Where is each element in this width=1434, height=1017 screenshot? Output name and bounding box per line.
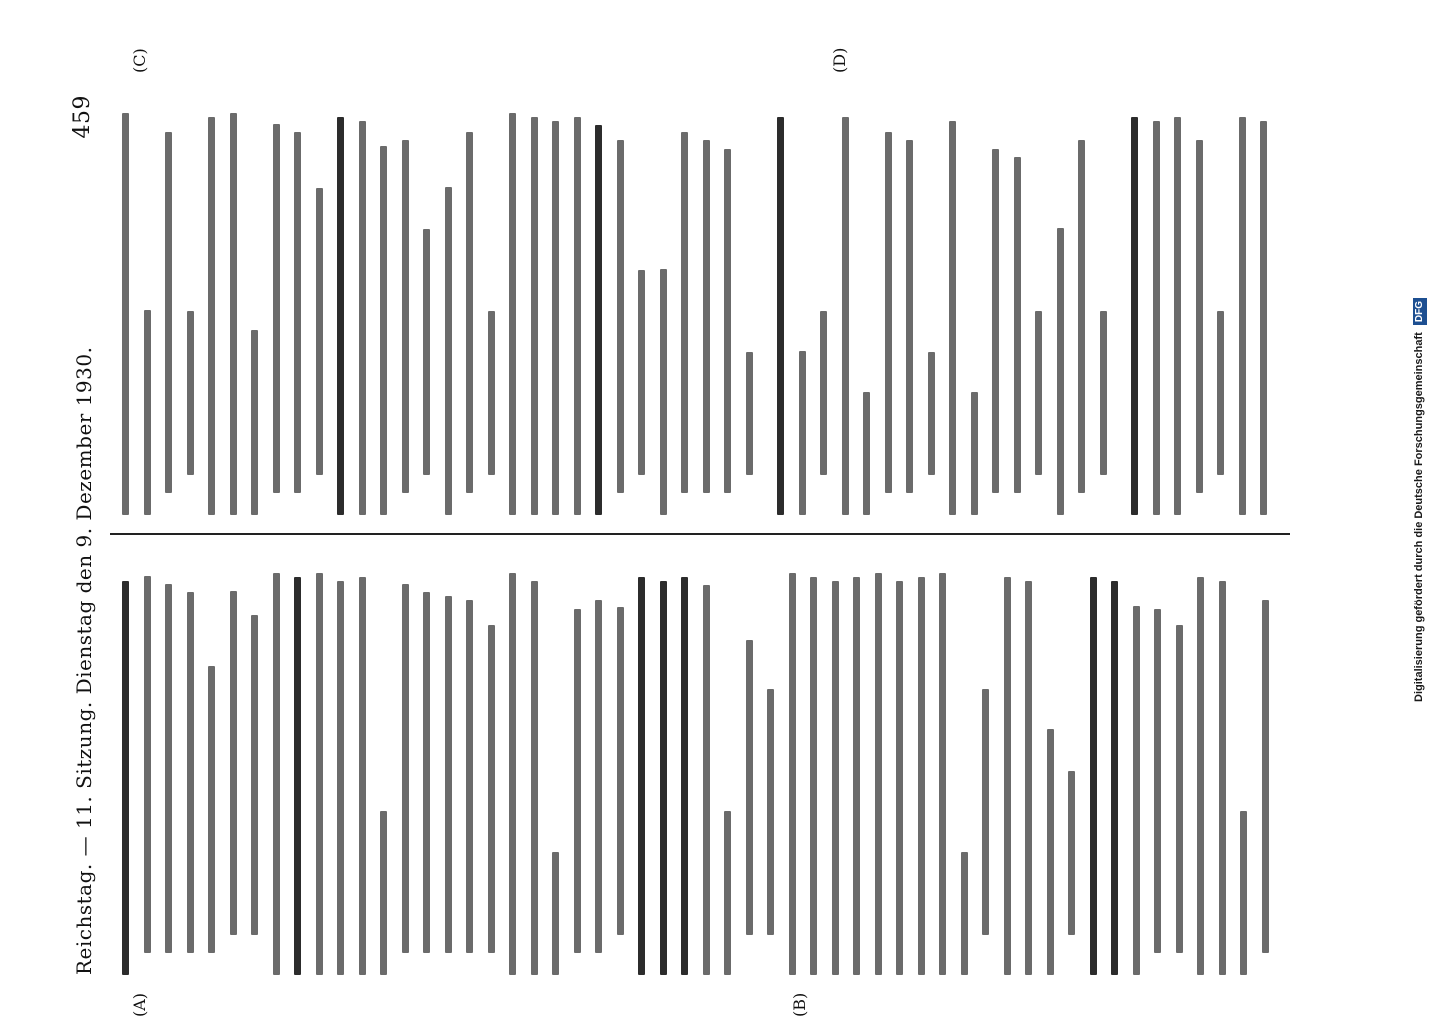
- margin-letter-d: (D): [830, 47, 849, 73]
- digitization-credit: [1402, 4, 1432, 996]
- page-header: [70, 95, 100, 975]
- margin-letter-b: (B): [790, 992, 809, 1017]
- scanned-page: [70, 47, 1300, 1017]
- credit-text: Digitalisierung gefördert durch die Deutsche Forschungsgemeinschaft: [1413, 332, 1425, 702]
- margin-letter-c: (C): [130, 48, 149, 73]
- page-number: 459: [70, 95, 95, 139]
- column-divider: [110, 534, 1290, 536]
- text-column-right: [122, 105, 1282, 515]
- dfg-logo: DFG: [1413, 298, 1427, 325]
- running-title: Reichstag. — 11. Sitzung. Dienstag den 9. Dezember 1930.: [72, 346, 96, 975]
- margin-letter-a: (A): [130, 992, 149, 1017]
- text-column-left: [122, 565, 1282, 975]
